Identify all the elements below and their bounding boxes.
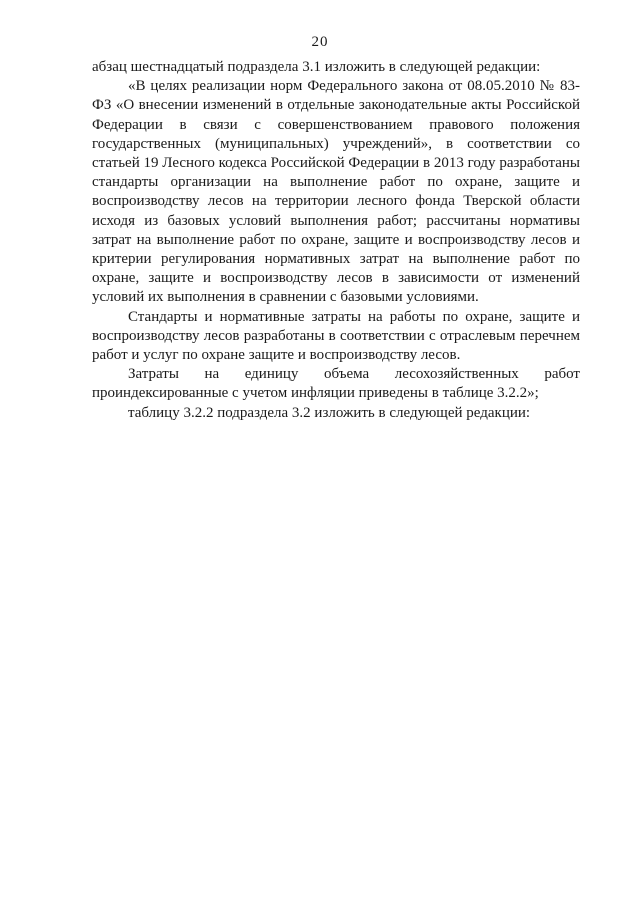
paragraph-costs-indexed: Затраты на единицу объема лесохозяйственных работ проиндексированные с учетом инфляции приведены в таблице 3.2.2»; [92, 366, 580, 402]
paragraph-table-amendment: таблицу 3.2.2 подраздела 3.2 изложить в следующей редакции: [128, 404, 531, 421]
page-number: 20 [311, 34, 329, 50]
paragraph-amendment-intro: абзац шестнадцатый подраздела 3.1 изложить в следующей редакции: [92, 59, 541, 75]
document-body [92, 58, 580, 423]
paragraph-standards-development: «В целях реализации норм Федерального закона от 08.05.2010 № 83-ФЗ «О внесении изменений в отдельные законодательные акты Российской Федерации в связи с совершенствованием правового положения государственных (муниципальных) учреждений», в соответствии со статьей 19 Лесного кодекса Российской Федерации в 2013 году разработаны стандарты организации на выполнение работ по охране, защите и воспроизводству лесов на территории лесного фонда Тверской области исходя из базовых условий выполнения работ; рассчитаны нормативы затрат на выполнение работ по охране, защите и воспроизводству лесов и критерии регулирования нормативных затрат на выполнение работ по охране, защите и воспроизводству лесов в зависимости от изменений условий их выполнения в сравнении с базовыми условиями. [92, 78, 580, 306]
paragraph-standards-basis: Стандарты и нормативные затраты на работы по охране, защите и воспроизводству лесов разработаны в соответствии с отраслевым перечнем работ и услуг по охране защите и воспроизводству лесов. [92, 308, 580, 364]
